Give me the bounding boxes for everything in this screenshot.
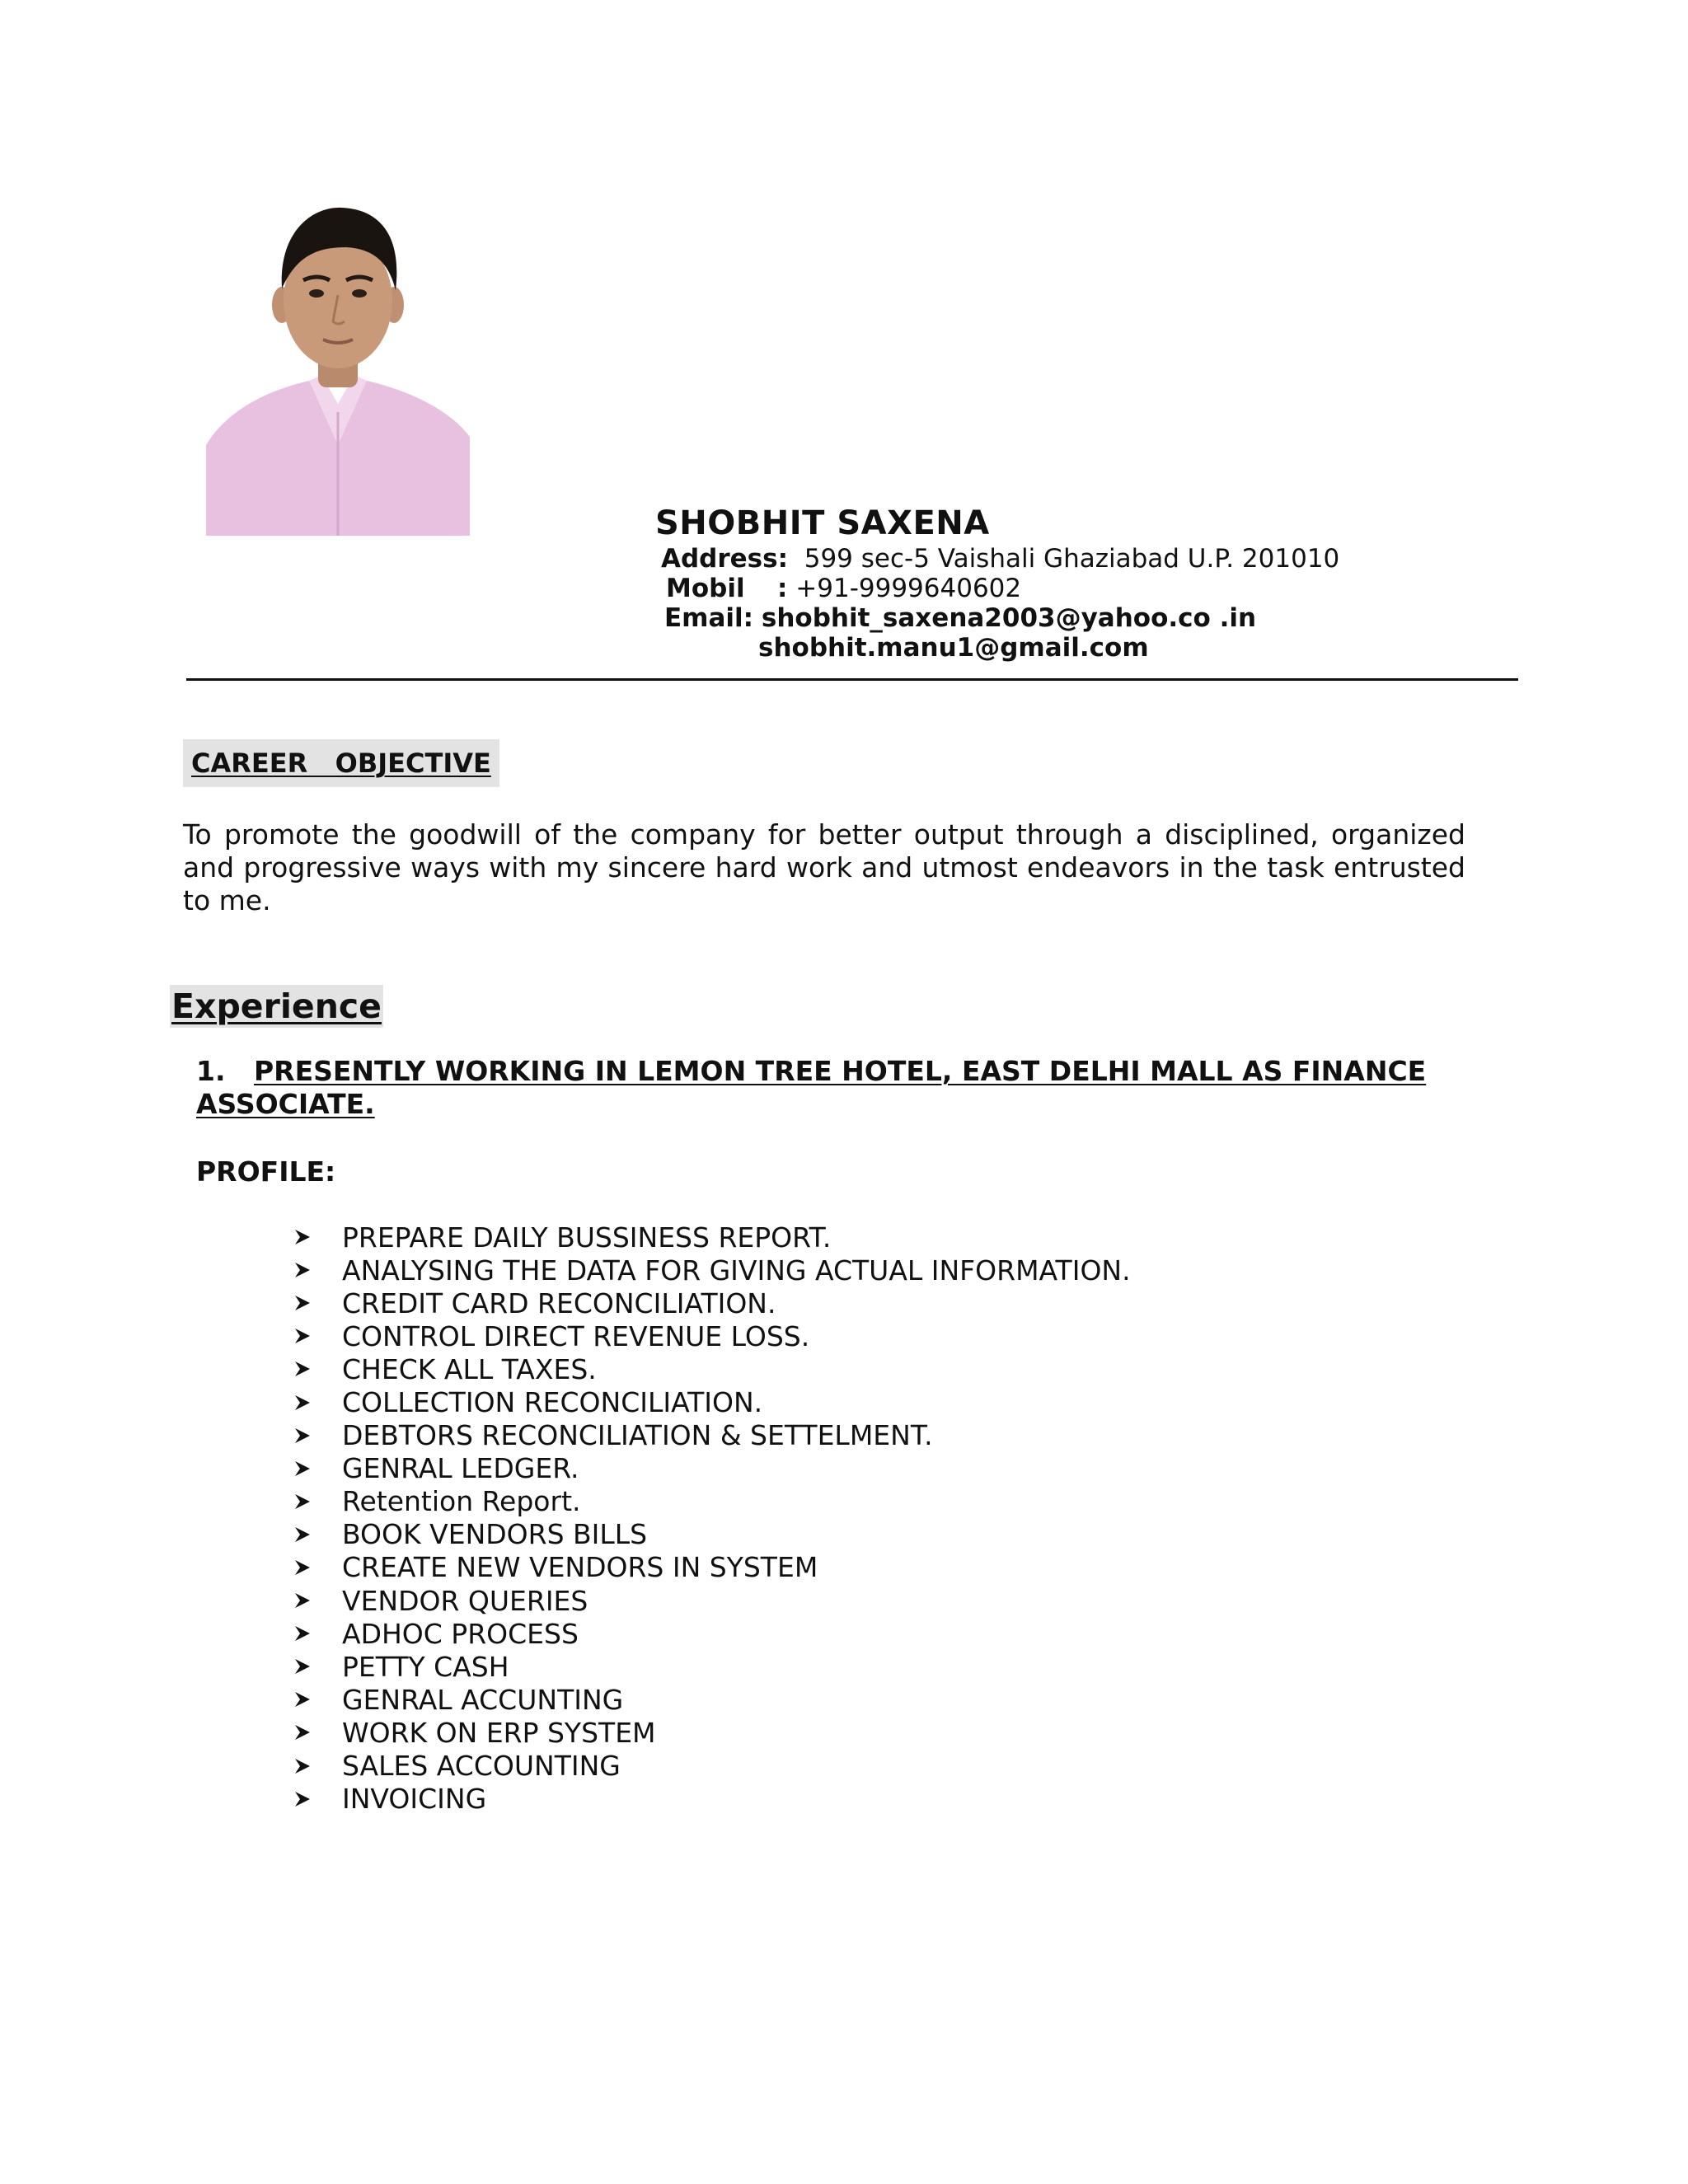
duty-text: CONTROL DIRECT REVENUE LOSS. <box>342 1319 810 1352</box>
list-item <box>293 1551 1131 1584</box>
profile-photo <box>206 198 470 536</box>
career-objective-heading: CAREER OBJECTIVE <box>183 739 499 787</box>
duty-text: CHECK ALL TAXES. <box>342 1352 597 1385</box>
address-label: Address: <box>661 544 788 574</box>
list-item <box>293 1254 1131 1286</box>
list-item <box>293 1650 1131 1683</box>
email-label: Email: <box>664 603 754 633</box>
duty-text: ADHOC PROCESS <box>342 1617 579 1650</box>
list-item <box>293 1419 1131 1452</box>
mobile-value: +91-9999640602 <box>795 574 1022 603</box>
duty-text: GENRAL LEDGER. <box>342 1452 579 1485</box>
email-primary: shobhit_saxena2003@yahoo.co .in <box>761 603 1257 633</box>
arrow-bullet-icon <box>293 1789 342 1809</box>
list-item <box>293 1352 1131 1385</box>
arrow-bullet-icon <box>293 1227 342 1247</box>
arrow-bullet-icon <box>293 1722 342 1742</box>
person-portrait-icon <box>206 198 470 536</box>
arrow-bullet-icon <box>293 1326 342 1346</box>
job-number: 1. <box>196 1055 226 1087</box>
duty-text: VENDOR QUERIES <box>342 1584 588 1617</box>
job-title <box>196 1055 1465 1121</box>
email-secondary-line <box>758 633 1149 663</box>
duty-text: BOOK VENDORS BILLS <box>342 1518 648 1551</box>
arrow-bullet-icon <box>293 1260 342 1280</box>
arrow-bullet-icon <box>293 1756 342 1776</box>
mobile-label: Mobil <box>666 574 745 603</box>
list-item <box>293 1221 1131 1254</box>
duty-text: Retention Report. <box>342 1485 581 1518</box>
list-item <box>293 1452 1131 1485</box>
list-item <box>293 1683 1131 1716</box>
arrow-bullet-icon <box>293 1426 342 1446</box>
duty-text: WORK ON ERP SYSTEM <box>342 1716 656 1749</box>
arrow-bullet-icon <box>293 1459 342 1479</box>
duty-text: GENRAL ACCUNTING <box>342 1683 624 1716</box>
list-item <box>293 1286 1131 1319</box>
arrow-bullet-icon <box>293 1591 342 1610</box>
career-objective-text: To promote the goodwill of the company for better output through a disciplined, organized and progressive ways with my sincere hard work and utmost endeavors in the task entrusted to me. <box>183 818 1465 916</box>
arrow-bullet-icon <box>293 1624 342 1643</box>
arrow-bullet-icon <box>293 1558 342 1577</box>
list-item <box>293 1783 1131 1816</box>
duty-text: DEBTORS RECONCILIATION & SETTELMENT. <box>342 1419 933 1452</box>
arrow-bullet-icon <box>293 1293 342 1313</box>
duty-text: CREATE NEW VENDORS IN SYSTEM <box>342 1551 818 1584</box>
list-item <box>293 1518 1131 1551</box>
duties-list <box>293 1221 1131 1816</box>
duty-text: CREDIT CARD RECONCILIATION. <box>342 1286 776 1319</box>
list-item <box>293 1319 1131 1352</box>
duty-text: ANALYSING THE DATA FOR GIVING ACTUAL INFORMATION. <box>342 1254 1131 1286</box>
job-title-text: PRESENTLY WORKING IN LEMON TREE HOTEL, EAST DELHI MALL AS FINANCE ASSOCIATE. <box>196 1055 1427 1120</box>
mobile-separator: : <box>777 574 788 603</box>
email-secondary: shobhit.manu1@gmail.com <box>758 633 1149 663</box>
arrow-bullet-icon <box>293 1393 342 1413</box>
duty-text: COLLECTION RECONCILIATION. <box>342 1386 763 1419</box>
duty-text: SALES ACCOUNTING <box>342 1750 621 1783</box>
header-divider <box>186 678 1518 681</box>
duty-text: PREPARE DAILY BUSSINESS REPORT. <box>342 1221 832 1254</box>
address-value: 599 sec-5 Vaishali Ghaziabad U.P. 201010 <box>804 544 1340 574</box>
profile-label: PROFILE: <box>196 1155 336 1188</box>
list-item <box>293 1385 1131 1418</box>
arrow-bullet-icon <box>293 1525 342 1544</box>
list-item <box>293 1485 1131 1518</box>
arrow-bullet-icon <box>293 1492 342 1511</box>
list-item <box>293 1716 1131 1749</box>
address-line <box>661 544 1339 574</box>
list-item <box>293 1584 1131 1617</box>
candidate-name: SHOBHIT SAXENA <box>655 504 990 542</box>
duty-text: INVOICING <box>342 1783 487 1816</box>
mobile-line <box>666 574 1021 603</box>
arrow-bullet-icon <box>293 1690 342 1709</box>
email-line <box>664 603 1256 633</box>
arrow-bullet-icon <box>293 1657 342 1676</box>
duty-text: PETTY CASH <box>342 1650 509 1683</box>
list-item <box>293 1750 1131 1783</box>
experience-heading: Experience <box>171 987 382 1026</box>
arrow-bullet-icon <box>293 1359 342 1379</box>
list-item <box>293 1617 1131 1650</box>
